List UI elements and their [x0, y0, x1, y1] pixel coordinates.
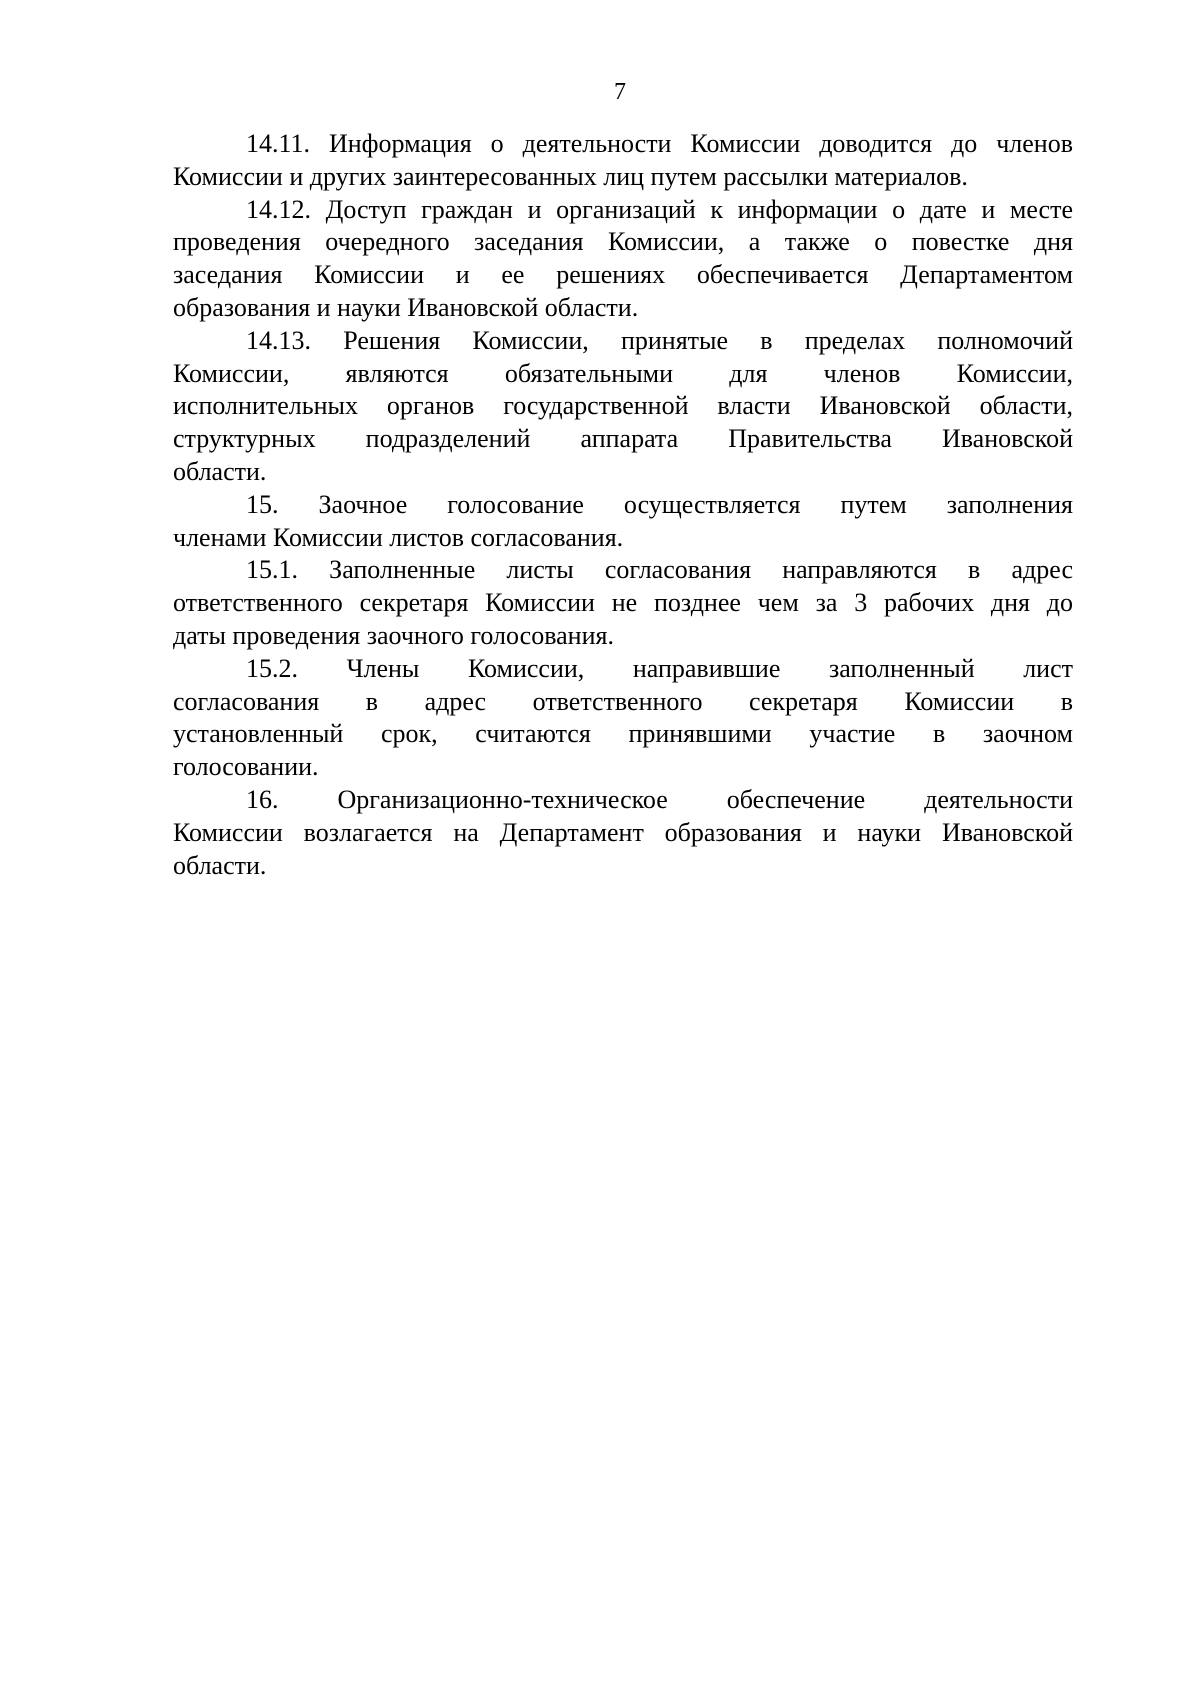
text-line: образования и науки Ивановской области. [173, 292, 639, 322]
paragraph-15-2 [173, 653, 1073, 784]
text-line: заседания Комиссии и ее решениях обеспечивается Департаментом [173, 260, 1073, 290]
text-line: 14.11. Информация о деятельности Комиссии доводится до членов [246, 129, 1073, 158]
text-line: 15.2. Члены Комиссии, направившие заполненный лист [246, 653, 1073, 683]
text-line: ответственного секретаря Комиссии не позднее чем за 3 рабочих дня до [173, 588, 1073, 618]
text-line: области. [173, 850, 267, 880]
text-line: 14.13. Решения Комиссии, принятые в пределах полномочий [246, 325, 1073, 355]
text-line: 16. Организационно-техническое обеспечение деятельности [246, 784, 1073, 814]
text-line: установленный срок, считаются принявшими участие в заочном [173, 719, 1073, 749]
text-line: Комиссии возлагается на Департамент образования и науки Ивановской [173, 817, 1073, 847]
paragraph-15-1 [173, 554, 1073, 652]
text-line: исполнительных органов государственной власти Ивановской области, [173, 391, 1073, 421]
paragraph-14-13 [173, 325, 1073, 489]
text-line: проведения очередного заседания Комиссии, а также о повестке дня [173, 227, 1073, 257]
text-line: Комиссии и других заинтересованных лиц путем рассылки материалов. [173, 161, 968, 191]
text-line: области. [173, 456, 267, 486]
text-line: 14.12. Доступ граждан и организаций к информации о дате и месте [246, 194, 1073, 224]
text-line: голосовании. [173, 752, 319, 782]
paragraph-14-12 [173, 194, 1073, 325]
text-line: даты проведения заочного голосования. [173, 620, 614, 650]
paragraph-15 [173, 489, 1073, 555]
paragraph-16 [173, 784, 1073, 882]
text-line: структурных подразделений аппарата Правительства Ивановской [173, 424, 1073, 454]
text-line: 15. Заочное голосование осуществляется путем заполнения [246, 489, 1073, 519]
text-line: 15.1. Заполненные листы согласования направляются в адрес [246, 555, 1073, 585]
text-line: согласования в адрес ответственного секретаря Комиссии в [173, 686, 1073, 716]
text-line: членами Комиссии листов согласования. [173, 522, 624, 552]
page-number: 7 [614, 79, 626, 105]
paragraph-14-11 [173, 128, 1073, 194]
text-line: Комиссии, являются обязательными для членов Комиссии, [173, 358, 1073, 388]
document-body [173, 128, 1073, 882]
